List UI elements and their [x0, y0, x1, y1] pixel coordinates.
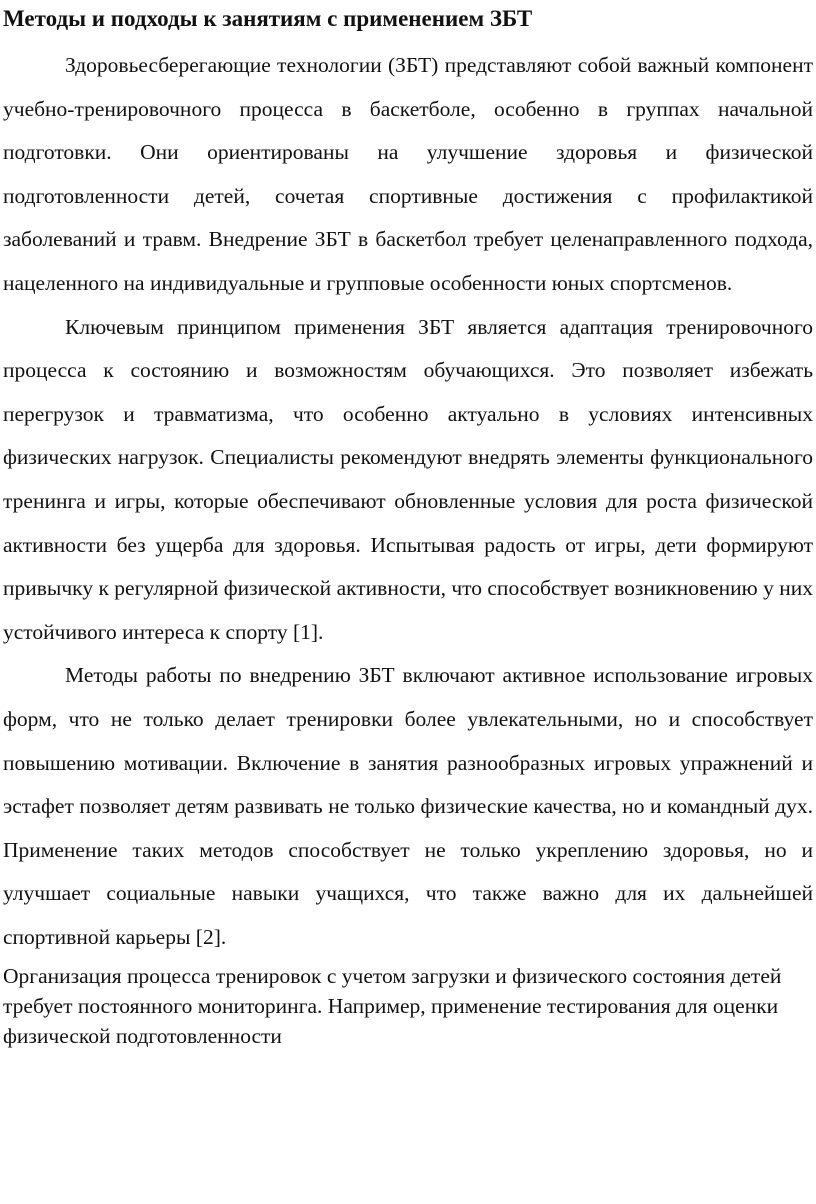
document-title: Методы и подходы к занятиям с применением ЗБТ [3, 6, 533, 31]
paragraph-key-principle: Ключевым принципом применения ЗБТ является адаптация тренировочного процесса к состоянию и возможностям обучающихся. Это позволяет избежать перегрузок и травматизма, что особенно актуально в условиях интенсивных физических нагрузок. Специалисты рекомендуют внедрять элементы функционального тренинга и игры, которые обеспечивают обновленные условия для роста физической активности без ущерба для здоровья. Испытывая радость от игры, дети формируют привычку к регулярной физической активности, что способствует возникновению у них устойчивого интереса к спорту [1]. [3, 314, 813, 644]
paragraph-training-organization: Организация процесса тренировок с учетом загрузки и физического состояния детей требует постоянного мониторинга. Например, применение тестирования для оценки физической подготовленности [3, 964, 782, 1049]
paragraph-zbt-definition: Здоровьесберегающие технологии (ЗБТ) представляют собой важный компонент учебно-тренировочного процесса в баскетболе, особенно в группах начальной подготовки. Они ориентированы на улучшение здоровья и физической подготовленности детей, сочетая спортивные достижения с профилактикой заболеваний и травм. Внедрение ЗБТ в баскетбол требует целенаправленного подхода, нацеленного на индивидуальные и групповые особенности юных спортсменов. [3, 53, 813, 295]
paragraph-methods: Методы работы по внедрению ЗБТ включают активное использование игровых форм, что не только делает тренировки более увлекательными, но и способствует повышению мотивации. Включение в занятия разнообразных игровых упражнений и эстафет позволяет детям развивать не только физические качества, но и командный дух. Применение таких методов способствует не только укреплению здоровья, но и улучшает социальные навыки учащихся, что также важно для их дальнейшей спортивной карьеры [2]. [3, 663, 813, 949]
